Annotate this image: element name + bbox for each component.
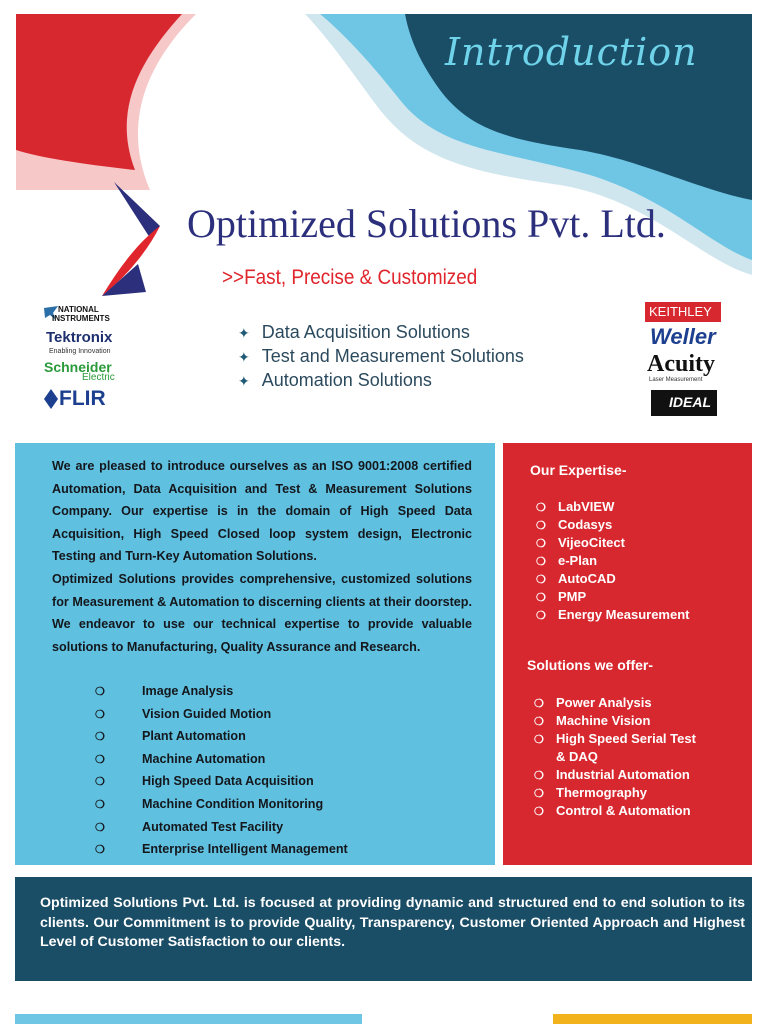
capability-label: Plant Automation	[142, 729, 246, 744]
circle-bullet-icon: ❍	[534, 716, 544, 728]
schneider-logo	[44, 358, 134, 384]
acuity-sub: Laser Measurement	[649, 377, 703, 383]
list-item	[534, 748, 696, 766]
star-icon: ✦	[238, 373, 250, 389]
list-item	[536, 606, 690, 624]
acuity-logo	[645, 350, 725, 386]
expertise-label: VijeoCitect	[558, 535, 625, 550]
partner-logos-right	[645, 302, 725, 416]
list-item	[534, 730, 696, 748]
list-item	[534, 766, 696, 784]
commitment-panel	[15, 877, 752, 981]
circle-bullet-icon: ❍	[536, 574, 546, 586]
circle-bullet-icon: ❍	[534, 698, 544, 710]
page-title: Introduction	[445, 30, 698, 74]
weller-text: Weller	[650, 324, 716, 349]
solutions-heading: Solutions we offer-	[527, 657, 653, 673]
solution-label: Thermography	[556, 785, 648, 800]
star-icon: ✦	[238, 349, 250, 365]
service-label: Test and Measurement Solutions	[261, 346, 524, 366]
list-item	[95, 703, 348, 726]
tagline: >>Fast, Precise & Customized	[222, 266, 478, 289]
circle-bullet-icon: ❍	[95, 776, 105, 789]
intro-paragraph-1: We are pleased to introduce ourselves as an ISO 9001:2008 certified Automation, Data Acquisition and Test & Measurement Solutions Company. Our expertise is in the domain of High Speed Data Acquisition, High Speed Closed loop system design, Electronic Testing and Turn-Key Automation Solutions.	[52, 459, 472, 564]
circle-bullet-icon: ❍	[534, 734, 544, 746]
solutions-list	[534, 694, 696, 820]
capability-label: Vision Guided Motion	[142, 706, 272, 721]
solution-label: & DAQ	[556, 749, 598, 764]
services-list	[238, 320, 524, 392]
introduction-panel	[15, 443, 495, 865]
bottom-strip-yellow	[553, 1014, 752, 1024]
partner-logos-left	[44, 304, 134, 414]
circle-bullet-icon: ❍	[536, 610, 546, 622]
list-item	[95, 748, 348, 771]
circle-bullet-icon: ❍	[534, 788, 544, 800]
circle-bullet-icon: ❍	[536, 502, 546, 514]
circle-bullet-icon: ❍	[95, 798, 105, 811]
list-item	[95, 816, 348, 839]
ideal-text: IDEAL	[669, 394, 711, 410]
weller-logo	[645, 322, 725, 350]
list-item	[534, 694, 696, 712]
capability-label: Machine Condition Monitoring	[142, 796, 324, 811]
solution-label: Power Analysis	[556, 695, 652, 710]
expertise-label: PMP	[558, 589, 587, 604]
intro-text-block	[52, 455, 472, 658]
list-item	[238, 320, 524, 344]
circle-bullet-icon: ❍	[536, 592, 546, 604]
service-label: Automation Solutions	[261, 370, 432, 390]
circle-bullet-icon: ❍	[536, 556, 546, 568]
schneider-sub: Electric	[82, 372, 115, 383]
list-item	[534, 784, 696, 802]
company-name: Optimized Solutions Pvt. Ltd.	[187, 201, 666, 246]
solution-label: Control & Automation	[556, 803, 691, 818]
intro-paragraph-2: Optimized Solutions provides comprehensive, customized solutions for Measurement & Automation to discerning clients at their doorstep. We endeavor to use our technical expertise to provide valuable solutions to Manufacturing, Quality Assurance and Research.	[52, 571, 472, 654]
flir-text: FLIR	[59, 387, 106, 410]
list-item	[238, 344, 524, 368]
expertise-label: AutoCAD	[558, 571, 616, 586]
circle-bullet-icon: ❍	[534, 770, 544, 782]
company-logo	[98, 180, 168, 298]
capability-label: Machine Automation	[142, 751, 266, 766]
list-item	[536, 498, 690, 516]
flir-diamond-icon	[44, 389, 58, 409]
expertise-label: e-Plan	[558, 553, 598, 568]
bottom-strip-blue	[15, 1014, 362, 1024]
expertise-heading: Our Expertise-	[530, 462, 627, 478]
national-instruments-logo	[44, 304, 134, 324]
circle-bullet-icon: ❍	[95, 821, 105, 834]
expertise-label: Energy Measurement	[558, 607, 690, 622]
circle-bullet-icon: ❍	[95, 731, 105, 744]
list-item	[536, 516, 690, 534]
circle-bullet-icon: ❍	[536, 538, 546, 550]
acuity-text: Acuity	[647, 351, 715, 377]
tektronix-logo	[44, 324, 134, 358]
circle-bullet-icon: ❍	[95, 844, 105, 857]
circle-bullet-icon: ❍	[536, 520, 546, 532]
list-item	[534, 712, 696, 730]
ni-line2: INSTRUMENTS	[52, 314, 110, 323]
list-item	[95, 793, 348, 816]
solution-label: Machine Vision	[556, 713, 651, 728]
list-item	[536, 588, 690, 606]
capability-label: High Speed Data Acquisition	[142, 774, 314, 789]
keithley-logo	[645, 302, 721, 322]
schneider-text: Schneider	[44, 359, 112, 375]
list-item	[534, 802, 696, 820]
list-item	[95, 725, 348, 748]
capability-label: Automated Test Facility	[142, 819, 284, 834]
circle-bullet-icon: ❍	[95, 686, 105, 698]
circle-bullet-icon: ❍	[534, 806, 544, 818]
ni-line1: NATIONAL	[58, 305, 99, 314]
list-item	[536, 570, 690, 588]
list-item	[95, 770, 348, 793]
capabilities-list	[95, 680, 348, 861]
expertise-label: Codasys	[558, 517, 613, 532]
capability-label: Enterprise Intelligent Management	[142, 842, 348, 857]
list-item	[95, 838, 348, 861]
list-item	[536, 534, 690, 552]
tektronix-text: Tektronix	[46, 329, 113, 346]
solution-label: Industrial Automation	[556, 767, 690, 782]
circle-bullet-icon: ❍	[95, 708, 105, 721]
list-item	[95, 680, 348, 703]
expertise-list	[536, 498, 690, 624]
tektronix-sub: Enabling Innovation	[49, 348, 111, 355]
keithley-text: KEITHLEY	[649, 304, 712, 319]
star-icon: ✦	[238, 325, 250, 341]
solution-label: High Speed Serial Test	[556, 731, 696, 746]
commitment-text: Optimized Solutions Pvt. Ltd. is focused at providing dynamic and structured end to end solution to its clients. Our Commitment is to provide Quality, Transparency, Customer Oriented Approach and Highest Level of Customer Satisfaction to our clients.	[40, 895, 745, 950]
list-item	[536, 552, 690, 570]
circle-bullet-icon: ❍	[95, 753, 105, 766]
expertise-label: LabVIEW	[558, 499, 615, 514]
list-item	[238, 368, 524, 392]
flir-logo	[44, 384, 134, 414]
service-label: Data Acquisition Solutions	[261, 322, 470, 342]
ideal-logo	[651, 390, 717, 416]
capability-label: Image Analysis	[142, 684, 234, 698]
expertise-panel	[503, 443, 752, 865]
